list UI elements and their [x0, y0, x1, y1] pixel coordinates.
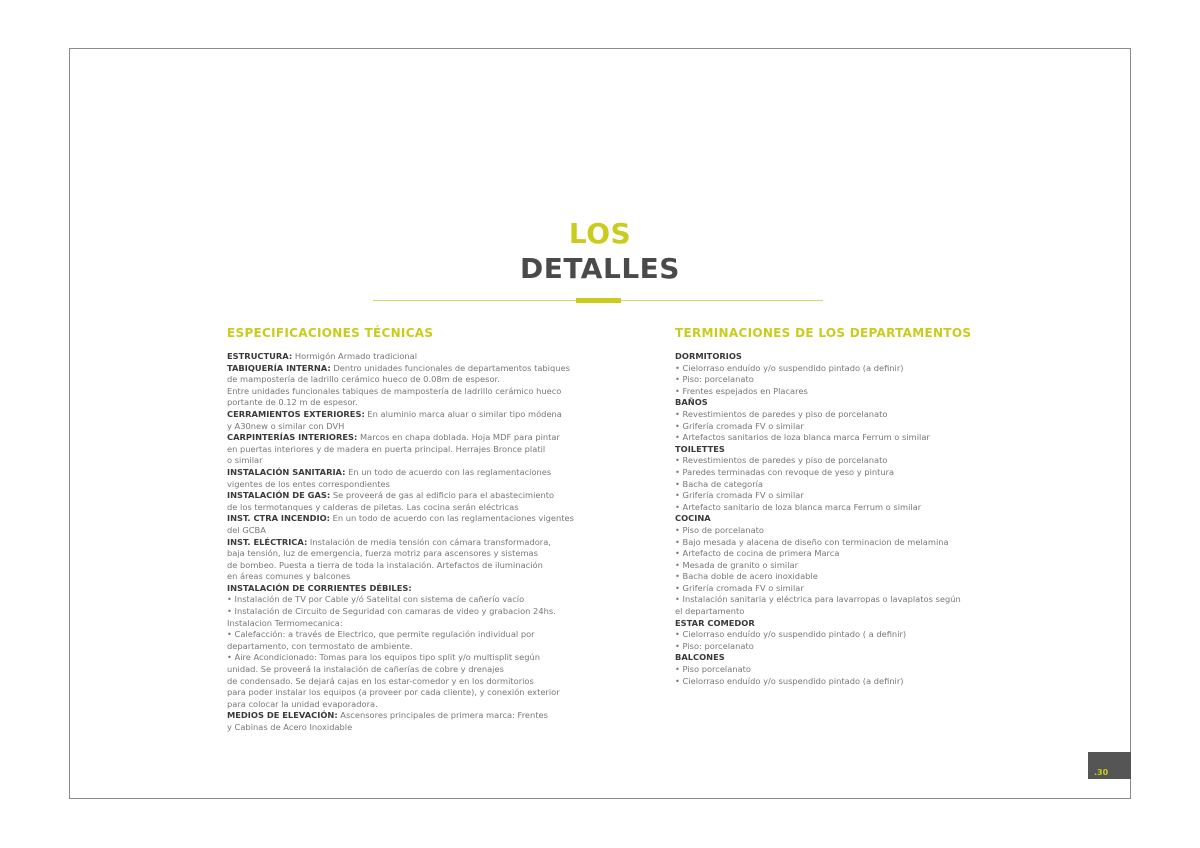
left-text-line — [227, 722, 599, 734]
right-text-line — [675, 467, 995, 479]
line-text: de bombeo. Puesta a tierra de toda la instalación. Artefactos de iluminación — [227, 559, 543, 570]
line-text: • Paredes terminadas con revoque de yeso y pintura — [675, 466, 895, 477]
right-text-line — [675, 386, 995, 398]
line-text: de mampostería de ladrillo cerámico hueco de 0.08m de espesor. — [227, 374, 500, 385]
line-text: o similar — [227, 455, 263, 466]
line-label: INST. ELÉCTRICA: — [227, 536, 308, 547]
right-text-line — [675, 629, 995, 641]
line-text: Instalacion Termomecanica: — [227, 617, 343, 628]
finishes-heading: TERMINACIONES DE LOS DEPARTAMENTOS — [675, 326, 972, 340]
line-text: vigentes de los entes correspondientes — [227, 478, 390, 489]
left-text-line — [227, 548, 599, 560]
left-text-line — [227, 560, 599, 572]
finishes-column — [675, 326, 995, 687]
line-label: TOILETTES — [675, 443, 725, 454]
line-label: INSTALACIÓN DE GAS: — [227, 490, 331, 501]
right-text-line — [675, 641, 995, 653]
line-text: • Instalación sanitaria y eléctrica para lavarropas o lavaplatos según — [675, 594, 961, 605]
line-text: en puertas interiores y de madera en puerta principal. Herrajes Bronce platil — [227, 443, 546, 454]
line-text: En aluminio marca aluar o similar tipo módena — [364, 408, 562, 419]
right-text-line — [675, 455, 995, 467]
left-text-line — [227, 652, 599, 664]
line-label: ESTAR COMEDOR — [675, 617, 755, 628]
line-text: • Grifería cromada FV o similar — [675, 420, 804, 431]
right-text-line — [675, 676, 995, 688]
line-text: Dentro unidades funcionales de departamentos tabiques — [330, 362, 570, 373]
left-text-line — [227, 444, 599, 456]
right-text-line — [675, 548, 995, 560]
line-label: BALCONES — [675, 652, 725, 663]
line-text: departamento, con termostato de ambiente. — [227, 640, 413, 651]
left-text-line — [227, 583, 599, 595]
line-text: • Frentes espejados en Placares — [675, 385, 808, 396]
line-label: TABIQUERÍA INTERNA: — [227, 362, 331, 373]
line-text: en áreas comunes y balcones — [227, 571, 351, 582]
right-text-line — [675, 652, 995, 664]
right-text-line — [675, 363, 995, 375]
line-text: En un todo de acuerdo con las reglamentaciones — [345, 466, 552, 477]
line-label: INSTALACIÓN DE CORRIENTES DÉBILES: — [227, 582, 412, 593]
line-text: Marcos en chapa doblada. Hoja MDF para pintar — [357, 432, 560, 443]
line-text: • Bacha doble de acero inoxidable — [675, 571, 818, 582]
line-text: • Artefacto de cocina de primera Marca — [675, 548, 840, 559]
line-label: INSTALACIÓN SANITARIA: — [227, 466, 346, 477]
left-text-line — [227, 699, 599, 711]
left-text-line — [227, 537, 599, 549]
line-text: • Calefacción: a través de Electrico, que permite regulación individual por — [227, 629, 535, 640]
line-text: Ascensores principales de primera marca: Frentes — [337, 710, 548, 721]
right-text-line — [675, 513, 995, 525]
left-text-line — [227, 525, 599, 537]
line-label: DORMITORIOS — [675, 351, 742, 361]
line-text: Instalación de media tensión con cámara transformadora, — [307, 536, 551, 547]
specifications-list — [227, 351, 599, 734]
left-text-line — [227, 467, 599, 479]
left-text-line — [227, 664, 599, 676]
left-text-line — [227, 479, 599, 491]
line-text: para poder instalar los equipos (a proveer por cada cliente), y conexión exterior — [227, 687, 560, 698]
line-text: • Artefacto sanitario de loza blanca marca Ferrum o similar — [675, 501, 922, 512]
right-text-line — [675, 502, 995, 514]
line-text: de condensado. Se dejará cajas en los estar-comedor y en los dormitorios — [227, 675, 534, 686]
finishes-list — [675, 351, 995, 687]
left-text-line — [227, 641, 599, 653]
line-label: COCINA — [675, 513, 711, 524]
specifications-column — [227, 326, 599, 734]
right-text-line — [675, 664, 995, 676]
left-text-line — [227, 629, 599, 641]
line-text: • Cielorraso enduído y/o suspendido pintado (a definir) — [675, 675, 904, 686]
left-text-line — [227, 606, 599, 618]
line-text: • Piso: porcelanato — [675, 640, 754, 651]
left-text-line — [227, 363, 599, 375]
left-text-line — [227, 397, 599, 409]
left-text-line — [227, 455, 599, 467]
right-text-line — [675, 479, 995, 491]
line-label: ESTRUCTURA: — [227, 351, 293, 361]
line-text: el departamento — [675, 606, 745, 617]
left-text-line — [227, 386, 599, 398]
line-text: unidad. Se proveerá la instalación de cañerías de cobre y drenajes — [227, 664, 504, 675]
line-text: • Instalación de TV por Cable y/ó Satelital con sistema de cañerío vacío — [227, 594, 525, 605]
line-text: y Cabinas de Acero Inoxidable — [227, 722, 353, 732]
line-text: Se proveerá de gas al edificio para el abastecimiento — [330, 490, 555, 501]
right-text-line — [675, 351, 995, 363]
right-text-line — [675, 444, 995, 456]
right-text-line — [675, 560, 995, 572]
line-text: • Revestimientos de paredes y piso de porcelanato — [675, 408, 888, 419]
line-text: Entre unidades funcionales tabiques de mampostería de ladrillo cerámico hueco — [227, 385, 562, 396]
left-text-line — [227, 409, 599, 421]
right-text-line — [675, 421, 995, 433]
line-text: • Cielorraso enduído y/o suspendido pintado (a definir) — [675, 362, 904, 373]
left-text-line — [227, 618, 599, 630]
specifications-heading: ESPECIFICACIONES TÉCNICAS — [227, 326, 434, 340]
right-text-line — [675, 583, 995, 595]
right-text-line — [675, 374, 995, 386]
line-text: • Grifería cromada FV o similar — [675, 582, 804, 593]
line-label: CARPINTERÍAS INTERIORES: — [227, 432, 358, 443]
left-text-line — [227, 571, 599, 583]
left-text-line — [227, 351, 599, 363]
title-line-1: LOS — [568, 217, 632, 250]
line-text: • Aire Acondicionado: Tomas para los equipos tipo split y/o multisplit según — [227, 652, 541, 663]
title-line-2: DETALLES — [520, 252, 680, 285]
left-text-line — [227, 710, 599, 722]
right-text-line — [675, 594, 995, 606]
line-text: y A30new o similar con DVH — [227, 420, 345, 431]
right-text-line — [675, 409, 995, 421]
line-text: En un todo de acuerdo con las reglamentaciones vigentes — [329, 513, 574, 524]
line-label: MEDIOS DE ELEVACIÓN: — [227, 710, 338, 721]
line-text: • Piso de porcelanato — [675, 524, 765, 535]
line-label: BAÑOS — [675, 397, 708, 408]
right-text-line — [675, 432, 995, 444]
right-text-line — [675, 537, 995, 549]
line-label: CERRAMIENTOS EXTERIORES: — [227, 408, 365, 419]
right-text-line — [675, 490, 995, 502]
line-text: del GCBA — [227, 524, 266, 535]
right-text-line — [675, 525, 995, 537]
right-text-line — [675, 571, 995, 583]
left-text-line — [227, 374, 599, 386]
line-text: para colocar la unidad evaporadora. — [227, 698, 378, 709]
line-text: • Piso: porcelanato — [675, 374, 754, 385]
line-text: portante de 0.12 m de espesor. — [227, 397, 358, 408]
line-text: • Bacha de categoría — [675, 478, 764, 489]
left-text-line — [227, 432, 599, 444]
left-text-line — [227, 502, 599, 514]
line-text: • Artefactos sanitarios de loza blanca marca Ferrum o similar — [675, 432, 930, 443]
left-text-line — [227, 594, 599, 606]
line-text: • Instalación de Circuito de Seguridad con camaras de video y grabacion 24hs. — [227, 606, 556, 617]
line-text: • Cielorraso enduído y/o suspendido pintado ( a definir) — [675, 629, 907, 640]
right-text-line — [675, 618, 995, 630]
left-text-line — [227, 513, 599, 525]
line-text: Hormigón Armado tradicional — [292, 351, 418, 361]
left-text-line — [227, 490, 599, 502]
line-text: de los termotanques y calderas de piletas. Las cocina serán eléctricas — [227, 501, 519, 512]
line-text: • Mesada de granito o similar — [675, 559, 799, 570]
line-text: • Bajo mesada y alacena de diseño con terminacion de melamina — [675, 536, 949, 547]
left-text-line — [227, 421, 599, 433]
line-text: • Piso porcelanato — [675, 664, 751, 675]
line-text: • Revestimientos de paredes y piso de porcelanato — [675, 455, 888, 466]
line-text: • Grifería cromada FV o similar — [675, 490, 804, 501]
right-text-line — [675, 606, 995, 618]
title-divider-accent — [576, 298, 621, 303]
left-text-line — [227, 687, 599, 699]
line-text: baja tensión, luz de emergencia, fuerza motriz para ascensores y sistemas — [227, 548, 538, 559]
line-label: INST. CTRA INCENDIO: — [227, 513, 330, 524]
page-number: .30 — [1094, 768, 1109, 777]
right-text-line — [675, 397, 995, 409]
page-number-badge — [1088, 752, 1131, 779]
left-text-line — [227, 676, 599, 688]
